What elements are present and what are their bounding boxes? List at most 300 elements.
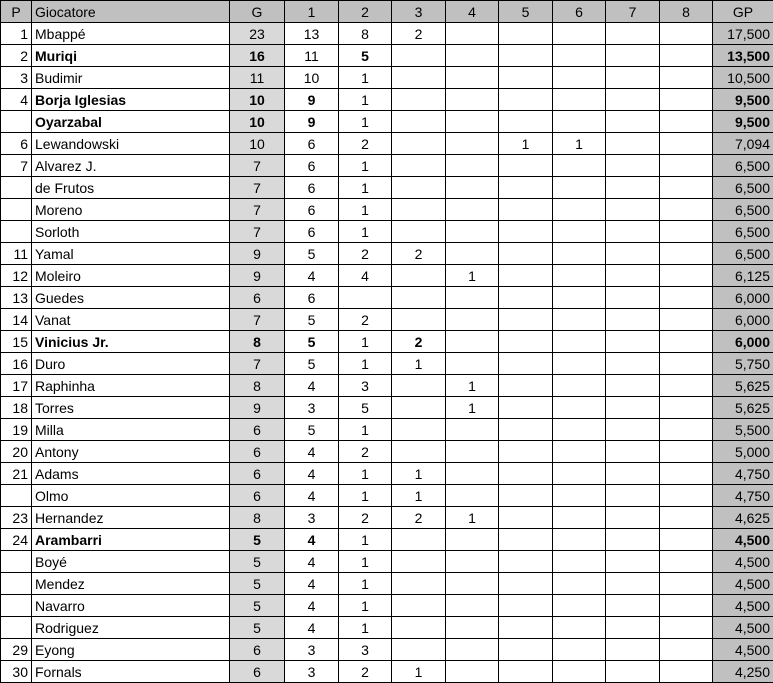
table-row xyxy=(1,353,773,375)
count-cell-4 xyxy=(446,23,499,45)
count-cell-3 xyxy=(392,419,446,441)
player-name-cell: Vanat xyxy=(32,309,230,331)
count-cell-3 xyxy=(392,595,446,617)
count-cell-5 xyxy=(499,111,553,133)
position-cell: 23 xyxy=(1,507,32,529)
player-name-cell: Mbappé xyxy=(32,23,230,45)
games-cell: 8 xyxy=(230,507,285,529)
count-cell-5: 1 xyxy=(499,133,553,155)
table-row xyxy=(1,221,773,243)
count-cell-6 xyxy=(553,485,606,507)
count-cell-6 xyxy=(553,639,606,661)
count-cell-8 xyxy=(660,309,713,331)
count-cell-8 xyxy=(660,485,713,507)
table-row xyxy=(1,265,773,287)
count-cell-3: 2 xyxy=(392,331,446,353)
count-cell-5 xyxy=(499,155,553,177)
count-cell-1: 6 xyxy=(285,199,339,221)
count-cell-5 xyxy=(499,243,553,265)
count-cell-4 xyxy=(446,551,499,573)
games-cell: 5 xyxy=(230,529,285,551)
games-cell: 6 xyxy=(230,463,285,485)
count-cell-3 xyxy=(392,287,446,309)
count-cell-4: 1 xyxy=(446,397,499,419)
count-cell-4 xyxy=(446,89,499,111)
gp-cell: 4,500 xyxy=(713,551,773,573)
count-cell-3 xyxy=(392,617,446,639)
gp-cell: 4,625 xyxy=(713,507,773,529)
count-cell-8 xyxy=(660,375,713,397)
count-cell-1: 5 xyxy=(285,353,339,375)
count-cell-1: 4 xyxy=(285,595,339,617)
count-cell-5 xyxy=(499,397,553,419)
count-cell-6 xyxy=(553,23,606,45)
count-cell-8 xyxy=(660,221,713,243)
count-cell-2: 1 xyxy=(339,89,392,111)
count-cell-7 xyxy=(606,617,660,639)
count-cell-7 xyxy=(606,573,660,595)
count-cell-4 xyxy=(446,221,499,243)
count-cell-6 xyxy=(553,441,606,463)
player-name-cell: Sorloth xyxy=(32,221,230,243)
games-cell: 10 xyxy=(230,89,285,111)
player-name-cell: Olmo xyxy=(32,485,230,507)
player-name-cell: Moleiro xyxy=(32,265,230,287)
count-cell-2: 2 xyxy=(339,441,392,463)
count-cell-6 xyxy=(553,309,606,331)
games-cell: 23 xyxy=(230,23,285,45)
gp-cell: 6,500 xyxy=(713,177,773,199)
player-name-cell: Oyarzabal xyxy=(32,111,230,133)
games-cell: 6 xyxy=(230,661,285,683)
column-header-11: GP xyxy=(713,1,773,23)
count-cell-6 xyxy=(553,221,606,243)
column-header-2: G xyxy=(230,1,285,23)
count-cell-6 xyxy=(553,287,606,309)
count-cell-2: 1 xyxy=(339,353,392,375)
count-cell-2: 1 xyxy=(339,419,392,441)
count-cell-3 xyxy=(392,375,446,397)
count-cell-4 xyxy=(446,199,499,221)
count-cell-2: 1 xyxy=(339,617,392,639)
gp-cell: 6,000 xyxy=(713,331,773,353)
count-cell-2: 5 xyxy=(339,45,392,67)
player-name-cell: de Frutos xyxy=(32,177,230,199)
table-row xyxy=(1,243,773,265)
count-cell-8 xyxy=(660,89,713,111)
position-cell: 12 xyxy=(1,265,32,287)
count-cell-7 xyxy=(606,507,660,529)
count-cell-8 xyxy=(660,397,713,419)
position-cell xyxy=(1,177,32,199)
count-cell-5 xyxy=(499,331,553,353)
count-cell-4 xyxy=(446,67,499,89)
count-cell-5 xyxy=(499,529,553,551)
column-header-4: 2 xyxy=(339,1,392,23)
count-cell-3: 2 xyxy=(392,23,446,45)
count-cell-3 xyxy=(392,67,446,89)
count-cell-2: 3 xyxy=(339,375,392,397)
count-cell-5 xyxy=(499,287,553,309)
count-cell-1: 6 xyxy=(285,177,339,199)
count-cell-3: 1 xyxy=(392,353,446,375)
count-cell-6: 1 xyxy=(553,133,606,155)
count-cell-6 xyxy=(553,661,606,683)
table-row xyxy=(1,617,773,639)
count-cell-7 xyxy=(606,551,660,573)
count-cell-6 xyxy=(553,67,606,89)
count-cell-1: 4 xyxy=(285,463,339,485)
position-cell: 16 xyxy=(1,353,32,375)
count-cell-1: 6 xyxy=(285,133,339,155)
player-name-cell: Mendez xyxy=(32,573,230,595)
count-cell-4 xyxy=(446,485,499,507)
count-cell-1: 5 xyxy=(285,331,339,353)
count-cell-3 xyxy=(392,155,446,177)
count-cell-7 xyxy=(606,177,660,199)
gp-cell: 4,500 xyxy=(713,639,773,661)
count-cell-6 xyxy=(553,331,606,353)
count-cell-7 xyxy=(606,661,660,683)
count-cell-5 xyxy=(499,177,553,199)
count-cell-5 xyxy=(499,23,553,45)
count-cell-6 xyxy=(553,199,606,221)
column-header-0: P xyxy=(1,1,32,23)
count-cell-8 xyxy=(660,507,713,529)
count-cell-8 xyxy=(660,353,713,375)
table-row xyxy=(1,397,773,419)
games-cell: 8 xyxy=(230,375,285,397)
count-cell-4: 1 xyxy=(446,507,499,529)
player-name-cell: Torres xyxy=(32,397,230,419)
count-cell-6 xyxy=(553,375,606,397)
count-cell-7 xyxy=(606,309,660,331)
count-cell-2: 4 xyxy=(339,265,392,287)
count-cell-5 xyxy=(499,199,553,221)
count-cell-1: 3 xyxy=(285,507,339,529)
count-cell-2: 8 xyxy=(339,23,392,45)
gp-cell: 4,750 xyxy=(713,463,773,485)
player-name-cell: Vinicius Jr. xyxy=(32,331,230,353)
gp-cell: 5,500 xyxy=(713,419,773,441)
count-cell-1: 5 xyxy=(285,243,339,265)
count-cell-5 xyxy=(499,89,553,111)
games-cell: 6 xyxy=(230,485,285,507)
table-row xyxy=(1,89,773,111)
position-cell: 30 xyxy=(1,661,32,683)
count-cell-8 xyxy=(660,639,713,661)
count-cell-6 xyxy=(553,111,606,133)
count-cell-4 xyxy=(446,133,499,155)
table-row xyxy=(1,551,773,573)
count-cell-4 xyxy=(446,331,499,353)
count-cell-3 xyxy=(392,639,446,661)
count-cell-3 xyxy=(392,265,446,287)
count-cell-2 xyxy=(339,287,392,309)
count-cell-3 xyxy=(392,441,446,463)
count-cell-7 xyxy=(606,441,660,463)
column-header-9: 7 xyxy=(606,1,660,23)
count-cell-2: 2 xyxy=(339,507,392,529)
count-cell-4: 1 xyxy=(446,375,499,397)
count-cell-8 xyxy=(660,45,713,67)
count-cell-1: 13 xyxy=(285,23,339,45)
count-cell-7 xyxy=(606,221,660,243)
count-cell-7 xyxy=(606,111,660,133)
count-cell-6 xyxy=(553,177,606,199)
count-cell-1: 10 xyxy=(285,67,339,89)
count-cell-3 xyxy=(392,133,446,155)
count-cell-6 xyxy=(553,155,606,177)
gp-cell: 4,500 xyxy=(713,573,773,595)
count-cell-3 xyxy=(392,111,446,133)
table-row xyxy=(1,573,773,595)
count-cell-1: 4 xyxy=(285,529,339,551)
count-cell-4 xyxy=(446,45,499,67)
gp-cell: 6,000 xyxy=(713,309,773,331)
count-cell-8 xyxy=(660,529,713,551)
count-cell-1: 4 xyxy=(285,441,339,463)
player-name-cell: Rodriguez xyxy=(32,617,230,639)
count-cell-7 xyxy=(606,265,660,287)
gp-cell: 6,500 xyxy=(713,155,773,177)
count-cell-6 xyxy=(553,243,606,265)
count-cell-1: 4 xyxy=(285,573,339,595)
count-cell-7 xyxy=(606,375,660,397)
count-cell-5 xyxy=(499,441,553,463)
table-row xyxy=(1,155,773,177)
count-cell-8 xyxy=(660,617,713,639)
count-cell-1: 4 xyxy=(285,551,339,573)
position-cell: 29 xyxy=(1,639,32,661)
player-name-cell: Boyé xyxy=(32,551,230,573)
count-cell-6 xyxy=(553,573,606,595)
column-header-6: 4 xyxy=(446,1,499,23)
position-cell xyxy=(1,617,32,639)
player-name-cell: Duro xyxy=(32,353,230,375)
count-cell-8 xyxy=(660,551,713,573)
count-cell-2: 2 xyxy=(339,133,392,155)
position-cell: 7 xyxy=(1,155,32,177)
gp-cell: 6,500 xyxy=(713,221,773,243)
games-cell: 5 xyxy=(230,551,285,573)
count-cell-7 xyxy=(606,67,660,89)
games-cell: 16 xyxy=(230,45,285,67)
count-cell-4 xyxy=(446,243,499,265)
count-cell-8 xyxy=(660,155,713,177)
count-cell-5 xyxy=(499,45,553,67)
count-cell-4 xyxy=(446,441,499,463)
games-cell: 7 xyxy=(230,221,285,243)
count-cell-5 xyxy=(499,221,553,243)
gp-cell: 9,500 xyxy=(713,89,773,111)
count-cell-3 xyxy=(392,397,446,419)
gp-cell: 13,500 xyxy=(713,45,773,67)
count-cell-4 xyxy=(446,287,499,309)
count-cell-5 xyxy=(499,551,553,573)
table-row xyxy=(1,177,773,199)
table-row xyxy=(1,507,773,529)
count-cell-5 xyxy=(499,485,553,507)
count-cell-1: 3 xyxy=(285,397,339,419)
count-cell-8 xyxy=(660,23,713,45)
count-cell-5 xyxy=(499,507,553,529)
gp-cell: 5,625 xyxy=(713,375,773,397)
count-cell-3: 2 xyxy=(392,507,446,529)
count-cell-4 xyxy=(446,177,499,199)
games-cell: 6 xyxy=(230,639,285,661)
player-name-cell: Milla xyxy=(32,419,230,441)
player-name-cell: Alvarez J. xyxy=(32,155,230,177)
games-cell: 6 xyxy=(230,419,285,441)
count-cell-5 xyxy=(499,419,553,441)
table-row xyxy=(1,309,773,331)
position-cell: 20 xyxy=(1,441,32,463)
count-cell-4 xyxy=(446,111,499,133)
count-cell-4: 1 xyxy=(446,265,499,287)
table-row xyxy=(1,595,773,617)
count-cell-8 xyxy=(660,133,713,155)
games-cell: 11 xyxy=(230,67,285,89)
count-cell-2: 5 xyxy=(339,397,392,419)
count-cell-3 xyxy=(392,551,446,573)
gp-cell: 6,125 xyxy=(713,265,773,287)
games-cell: 6 xyxy=(230,441,285,463)
count-cell-7 xyxy=(606,133,660,155)
count-cell-2: 1 xyxy=(339,529,392,551)
table-row xyxy=(1,331,773,353)
count-cell-3 xyxy=(392,529,446,551)
count-cell-4 xyxy=(446,463,499,485)
table-row xyxy=(1,23,773,45)
count-cell-3 xyxy=(392,309,446,331)
position-cell xyxy=(1,199,32,221)
table-row xyxy=(1,419,773,441)
column-header-3: 1 xyxy=(285,1,339,23)
table-row xyxy=(1,287,773,309)
games-cell: 7 xyxy=(230,155,285,177)
games-cell: 5 xyxy=(230,617,285,639)
table-row xyxy=(1,463,773,485)
gp-cell: 10,500 xyxy=(713,67,773,89)
count-cell-2: 1 xyxy=(339,199,392,221)
gp-cell: 7,094 xyxy=(713,133,773,155)
count-cell-8 xyxy=(660,661,713,683)
count-cell-1: 4 xyxy=(285,265,339,287)
games-cell: 7 xyxy=(230,177,285,199)
table-row xyxy=(1,199,773,221)
count-cell-6 xyxy=(553,617,606,639)
count-cell-7 xyxy=(606,23,660,45)
count-cell-6 xyxy=(553,45,606,67)
games-cell: 8 xyxy=(230,331,285,353)
player-name-cell: Arambarri xyxy=(32,529,230,551)
count-cell-2: 1 xyxy=(339,485,392,507)
count-cell-7 xyxy=(606,199,660,221)
position-cell xyxy=(1,573,32,595)
count-cell-5 xyxy=(499,375,553,397)
player-name-cell: Guedes xyxy=(32,287,230,309)
count-cell-8 xyxy=(660,331,713,353)
count-cell-3: 1 xyxy=(392,661,446,683)
count-cell-2: 1 xyxy=(339,67,392,89)
count-cell-8 xyxy=(660,111,713,133)
gp-cell: 6,500 xyxy=(713,243,773,265)
count-cell-3 xyxy=(392,177,446,199)
count-cell-2: 3 xyxy=(339,639,392,661)
table-row xyxy=(1,375,773,397)
position-cell: 24 xyxy=(1,529,32,551)
count-cell-8 xyxy=(660,463,713,485)
table-row xyxy=(1,661,773,683)
count-cell-8 xyxy=(660,573,713,595)
count-cell-6 xyxy=(553,419,606,441)
position-cell: 13 xyxy=(1,287,32,309)
count-cell-4 xyxy=(446,617,499,639)
column-header-8: 6 xyxy=(553,1,606,23)
position-cell: 2 xyxy=(1,45,32,67)
count-cell-8 xyxy=(660,199,713,221)
count-cell-1: 6 xyxy=(285,221,339,243)
games-cell: 6 xyxy=(230,287,285,309)
header-row xyxy=(1,1,773,23)
position-cell xyxy=(1,111,32,133)
games-cell: 9 xyxy=(230,265,285,287)
count-cell-3 xyxy=(392,199,446,221)
player-name-cell: Antony xyxy=(32,441,230,463)
count-cell-3 xyxy=(392,89,446,111)
player-name-cell: Yamal xyxy=(32,243,230,265)
count-cell-5 xyxy=(499,617,553,639)
position-cell: 18 xyxy=(1,397,32,419)
count-cell-5 xyxy=(499,463,553,485)
player-name-cell: Moreno xyxy=(32,199,230,221)
count-cell-2: 1 xyxy=(339,331,392,353)
count-cell-7 xyxy=(606,485,660,507)
count-cell-4 xyxy=(446,529,499,551)
count-cell-2: 1 xyxy=(339,463,392,485)
count-cell-5 xyxy=(499,595,553,617)
count-cell-6 xyxy=(553,353,606,375)
count-cell-8 xyxy=(660,67,713,89)
position-cell: 21 xyxy=(1,463,32,485)
table-row xyxy=(1,45,773,67)
count-cell-1: 4 xyxy=(285,375,339,397)
count-cell-3: 2 xyxy=(392,243,446,265)
player-name-cell: Fornals xyxy=(32,661,230,683)
count-cell-5 xyxy=(499,309,553,331)
count-cell-5 xyxy=(499,265,553,287)
count-cell-3 xyxy=(392,45,446,67)
player-name-cell: Raphinha xyxy=(32,375,230,397)
position-cell xyxy=(1,551,32,573)
count-cell-3 xyxy=(392,221,446,243)
position-cell: 17 xyxy=(1,375,32,397)
position-cell: 3 xyxy=(1,67,32,89)
gp-cell: 4,500 xyxy=(713,529,773,551)
games-cell: 7 xyxy=(230,309,285,331)
table-row xyxy=(1,67,773,89)
count-cell-4 xyxy=(446,353,499,375)
gp-cell: 4,250 xyxy=(713,661,773,683)
position-cell: 6 xyxy=(1,133,32,155)
table-row xyxy=(1,485,773,507)
count-cell-5 xyxy=(499,661,553,683)
column-header-5: 3 xyxy=(392,1,446,23)
position-cell: 11 xyxy=(1,243,32,265)
count-cell-7 xyxy=(606,89,660,111)
position-cell xyxy=(1,221,32,243)
